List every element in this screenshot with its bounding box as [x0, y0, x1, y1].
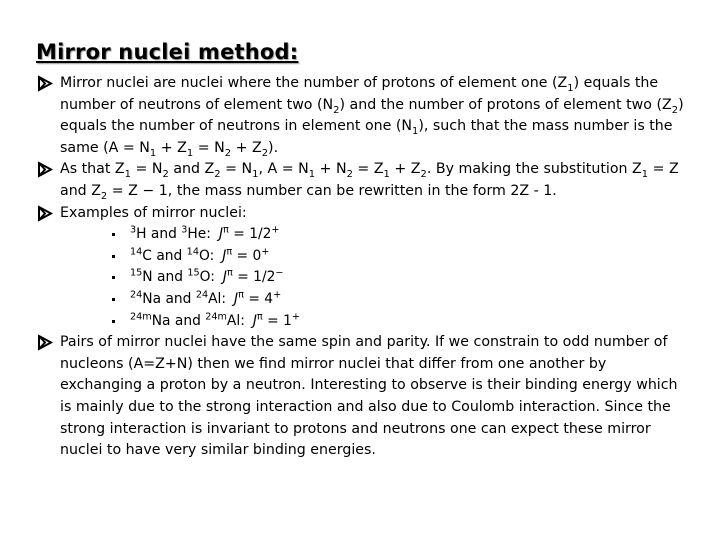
- bullet-examples: [36, 203, 690, 225]
- square-bullet-icon: [112, 276, 115, 279]
- list-item: $^{24}$Na and $^{24}$Al: $J^\pi = 4^+$: [104, 289, 690, 311]
- list-item: $^3$H and $^3$He: $J^\pi = 1/2^+$: [104, 224, 690, 246]
- slide-title: Mirror nuclei method:: [36, 40, 299, 64]
- list-item: $^{24m}$Na and $^{24m}$Al: $J^\pi = 1^+$: [104, 311, 690, 333]
- square-bullet-icon: [112, 298, 115, 301]
- bullet-binding-energy: [36, 332, 690, 462]
- list-item: $^{14}$C and $^{14}$O: $J^\pi = 0^+$: [104, 246, 690, 268]
- arrow-bullet-icon: [36, 159, 56, 180]
- arrow-bullet-icon: [36, 203, 56, 224]
- examples-list: [36, 224, 690, 332]
- bullet-mass-number: [36, 159, 690, 202]
- bullet-text: As that $Z_1 = N_2$ and $Z_2 = N_1$, $A = N_1 + N_2 = Z_1 + Z_2$. By making the substitution $Z_1 = Z$ and $Z_2 = Z - 1$, the mass number can be rewritten in the form 2Z - 1.: [60, 161, 679, 202]
- slide-content: [36, 73, 690, 462]
- bullet-text: Mirror nuclei are nuclei where the number of protons of element one $(Z_1)$ equals the number of neutrons of element two $(N_2)$ and the number of protons of element two $(Z_2)$ equals the number of neutrons in element one $(N_1)$, such that the mass number is the same $(A = N_1 + Z_1 = N_2 + Z_2)$.: [60, 75, 684, 159]
- arrow-bullet-icon: [36, 332, 56, 353]
- arrow-bullet-icon: [36, 73, 56, 94]
- bullet-text: Pairs of mirror nuclei have the same spin and parity. If we constrain to odd number of nucleons (A=Z+N) then we find mirror nuclei that differ from one another by exchanging a proton by a neutron. Interesting to observe is their binding energy which is mainly due to the strong interaction and also due to Coulomb interaction. Since the strong interaction is invariant to protons and neutrons one can expect these mirror nuclei to have very similar binding energies.: [60, 334, 678, 459]
- square-bullet-icon: [112, 255, 115, 258]
- bullet-definition: [36, 73, 690, 159]
- list-item: $^{15}$N and $^{15}$O: $J^\pi = 1/2^-$: [104, 267, 690, 289]
- square-bullet-icon: [112, 320, 115, 323]
- square-bullet-icon: [112, 233, 115, 236]
- bullet-text: Examples of mirror nuclei:: [60, 204, 247, 221]
